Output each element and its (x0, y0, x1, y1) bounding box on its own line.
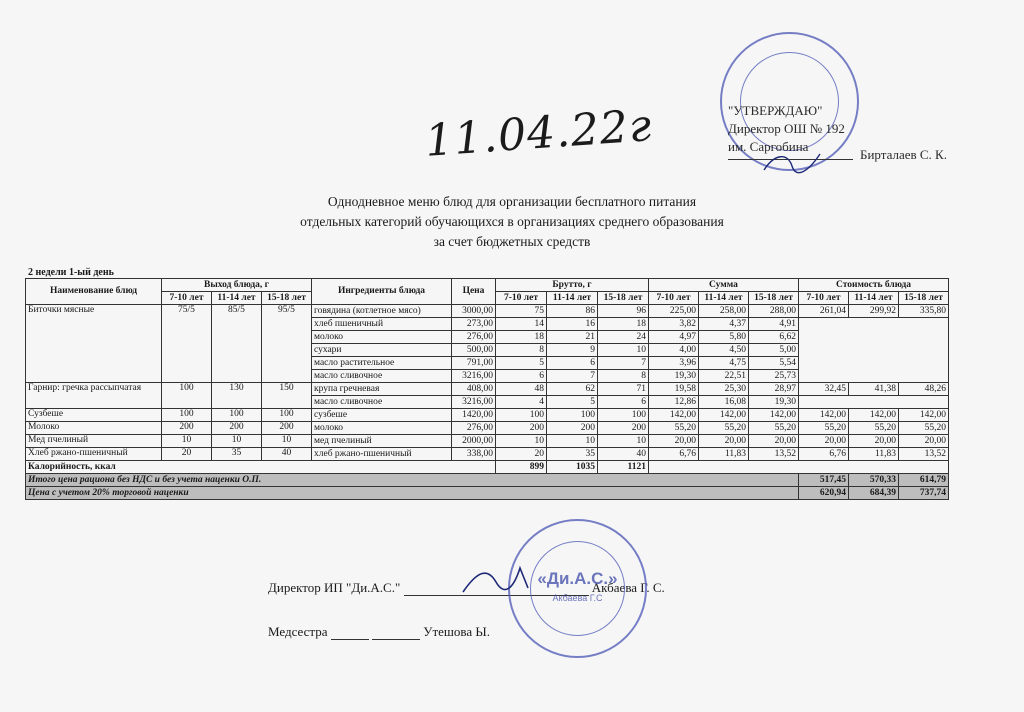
ingredient-sum: 19,58 (649, 383, 699, 396)
ingredient-name: хлеб пшеничный (312, 318, 452, 331)
dish-cost: 41,38 (849, 383, 899, 396)
week-day-label: 2 недели 1-ый день (28, 267, 114, 278)
dish-name: Хлеб ржано-пшеничный (26, 448, 162, 461)
ingredient-sum: 142,00 (749, 409, 799, 422)
ingredient-name: мед пчелиный (312, 435, 452, 448)
dish-output: 200 (212, 422, 262, 435)
ingredient-name: сузбеше (312, 409, 452, 422)
dish-output: 10 (262, 435, 312, 448)
dish-output: 100 (212, 409, 262, 422)
total-markup-label: Цена с учетом 20% торговой наценки (26, 487, 799, 500)
ingredient-brutto: 8 (496, 344, 547, 357)
ingredient-brutto: 100 (496, 409, 547, 422)
ingredient-sum: 12,86 (649, 396, 699, 409)
ingredient-brutto: 18 (496, 331, 547, 344)
ingredient-brutto: 7 (598, 357, 649, 370)
ingredient-brutto: 200 (547, 422, 598, 435)
ingredient-sum: 25,73 (749, 370, 799, 383)
ingredient-sum: 225,00 (649, 305, 699, 318)
dish-cost: 142,00 (849, 409, 899, 422)
dish-cost: 48,26 (899, 383, 949, 396)
ingredient-sum: 19,30 (649, 370, 699, 383)
dish-cost: 299,92 (849, 305, 899, 318)
header-brutto-age-7-10: 7-10 лет (496, 292, 547, 305)
ingredient-brutto: 24 (598, 331, 649, 344)
dish-cost: 6,76 (799, 448, 849, 461)
ingredient-brutto: 10 (547, 435, 598, 448)
ingredient-name: сухари (312, 344, 452, 357)
dish-cost: 335,80 (899, 305, 949, 318)
ingredient-brutto: 96 (598, 305, 649, 318)
header-cost: Стоимость блюда (799, 279, 949, 292)
ingredient-brutto: 14 (496, 318, 547, 331)
ingredient-name: хлеб ржано-пшеничный (312, 448, 452, 461)
ingredient-brutto: 9 (547, 344, 598, 357)
approval-heading: "УТВЕРЖДАЮ" (728, 103, 823, 118)
ingredient-price: 3000,00 (452, 305, 496, 318)
ingredient-brutto: 7 (547, 370, 598, 383)
ingredient-brutto: 21 (547, 331, 598, 344)
document-title (0, 192, 1024, 252)
ingredient-sum: 55,20 (749, 422, 799, 435)
dish-cost: 32,45 (799, 383, 849, 396)
ingredient-sum: 55,20 (699, 422, 749, 435)
company-seal-name: «Ди.А.С.» (537, 569, 618, 588)
total-markup-15-18: 737,74 (899, 487, 949, 500)
dish-cost: 20,00 (899, 435, 949, 448)
ingredient-brutto: 5 (547, 396, 598, 409)
header-cost-age-7-10: 7-10 лет (799, 292, 849, 305)
table-row (26, 448, 949, 461)
ingredient-price: 500,00 (452, 344, 496, 357)
header-sum-age-7-10: 7-10 лет (649, 292, 699, 305)
dish-output: 10 (212, 435, 262, 448)
dish-cost: 142,00 (799, 409, 849, 422)
total-markup-11-14: 684,39 (849, 487, 899, 500)
approval-signature-scribble (760, 148, 830, 176)
ingredient-sum: 11,83 (699, 448, 749, 461)
dish-output: 100 (162, 383, 212, 409)
nurse-signature-line-2 (372, 639, 420, 640)
ingredient-sum: 142,00 (649, 409, 699, 422)
ingredient-price: 408,00 (452, 383, 496, 396)
ingredient-brutto: 35 (547, 448, 598, 461)
ingredient-sum: 20,00 (749, 435, 799, 448)
ingredient-name: молоко (312, 331, 452, 344)
ingredient-sum: 3,82 (649, 318, 699, 331)
dish-output: 200 (162, 422, 212, 435)
ingredient-sum: 6,62 (749, 331, 799, 344)
ingredient-brutto: 200 (496, 422, 547, 435)
ingredient-sum: 20,00 (699, 435, 749, 448)
calories-label: Калорийность, ккал (26, 461, 496, 474)
ingredient-price: 1420,00 (452, 409, 496, 422)
dish-output: 200 (262, 422, 312, 435)
dish-output: 100 (162, 409, 212, 422)
ingredient-brutto: 18 (598, 318, 649, 331)
header-price: Цена (452, 279, 496, 305)
dish-output: 75/5 (162, 305, 212, 383)
ingredient-sum: 20,00 (649, 435, 699, 448)
header-output-age-7-10: 7-10 лет (162, 292, 212, 305)
ingredient-sum: 4,91 (749, 318, 799, 331)
ingredient-brutto: 62 (547, 383, 598, 396)
ingredient-brutto: 5 (496, 357, 547, 370)
company-seal-owner: Акбаева Г.С (552, 593, 603, 603)
dish-cost: 142,00 (899, 409, 949, 422)
title-line-2: отдельных категорий обучающихся в организациях среднего образования (300, 214, 724, 229)
dish-cost: 55,20 (799, 422, 849, 435)
dish-output: 95/5 (262, 305, 312, 383)
ingredient-brutto: 86 (547, 305, 598, 318)
total-no-vat-label: Итого цена рациона без НДС и без учета наценки О.П. (26, 474, 799, 487)
total-markup-7-10: 620,94 (799, 487, 849, 500)
table-row (26, 305, 949, 318)
ingredient-brutto: 71 (598, 383, 649, 396)
dish-output: 35 (212, 448, 262, 461)
dish-cost: 55,20 (849, 422, 899, 435)
header-output-age-15-18: 15-18 лет (262, 292, 312, 305)
header-output: Выход блюда, г (162, 279, 312, 292)
ingredient-sum: 13,52 (749, 448, 799, 461)
ingredient-sum: 4,50 (699, 344, 749, 357)
ingredient-sum: 288,00 (749, 305, 799, 318)
ingredient-sum: 5,54 (749, 357, 799, 370)
header-ingredients: Ингредиенты блюда (312, 279, 452, 305)
dish-output: 10 (162, 435, 212, 448)
table-row (26, 383, 949, 396)
ingredient-price: 276,00 (452, 331, 496, 344)
ingredient-sum: 5,80 (699, 331, 749, 344)
director-signature-scribble (458, 560, 538, 600)
calories-15-18: 1121 (598, 461, 649, 474)
ingredient-brutto: 16 (547, 318, 598, 331)
dish-cost: 13,52 (899, 448, 949, 461)
dish-output: 40 (262, 448, 312, 461)
total-no-vat-15-18: 614,79 (899, 474, 949, 487)
table-row (26, 435, 949, 448)
ingredient-price: 2000,00 (452, 435, 496, 448)
nurse-signature (268, 624, 490, 640)
nurse-label: Медсестра (268, 624, 328, 639)
approval-signer: Бирталаев С. К. (860, 147, 947, 162)
ingredient-sum: 28,97 (749, 383, 799, 396)
ingredient-sum: 55,20 (649, 422, 699, 435)
ingredient-name: молоко (312, 422, 452, 435)
header-sum: Сумма (649, 279, 799, 292)
ingredient-brutto: 48 (496, 383, 547, 396)
approval-position: Директор ОШ № 192 (728, 121, 845, 136)
header-dish-name: Наименование блюд (26, 279, 162, 305)
ingredient-brutto: 10 (598, 344, 649, 357)
dish-name: Сузбеше (26, 409, 162, 422)
ingredient-sum: 4,97 (649, 331, 699, 344)
header-sum-age-11-14: 11-14 лет (699, 292, 749, 305)
total-no-vat-7-10: 517,45 (799, 474, 849, 487)
ingredient-brutto: 10 (598, 435, 649, 448)
title-line-1: Однодневное меню блюд для организации бесплатного питания (327, 194, 697, 209)
dish-name: Мед пчелиный (26, 435, 162, 448)
dish-output: 20 (162, 448, 212, 461)
ingredient-brutto: 10 (496, 435, 547, 448)
dish-cost-empty (799, 318, 949, 383)
table-row (26, 409, 949, 422)
header-cost-age-15-18: 15-18 лет (899, 292, 949, 305)
header-cost-age-11-14: 11-14 лет (849, 292, 899, 305)
dish-output: 85/5 (212, 305, 262, 383)
total-no-vat-11-14: 570,33 (849, 474, 899, 487)
ingredient-price: 791,00 (452, 357, 496, 370)
ingredient-brutto: 6 (496, 370, 547, 383)
approval-school: им. Саргобина (728, 139, 809, 154)
header-brutto-age-15-18: 15-18 лет (598, 292, 649, 305)
ingredient-sum: 25,30 (699, 383, 749, 396)
header-output-age-11-14: 11-14 лет (212, 292, 262, 305)
total-markup-row (26, 487, 949, 500)
ingredient-sum: 3,96 (649, 357, 699, 370)
ingredient-brutto: 8 (598, 370, 649, 383)
ingredient-sum: 4,37 (699, 318, 749, 331)
ingredient-price: 3216,00 (452, 396, 496, 409)
header-brutto-age-11-14: 11-14 лет (547, 292, 598, 305)
ingredient-brutto: 6 (547, 357, 598, 370)
calories-11-14: 1035 (547, 461, 598, 474)
ingredient-brutto: 6 (598, 396, 649, 409)
ingredient-price: 3216,00 (452, 370, 496, 383)
ingredient-name: крупа гречневая (312, 383, 452, 396)
calories-7-10: 899 (496, 461, 547, 474)
dish-cost: 20,00 (799, 435, 849, 448)
ingredient-name: говядина (котлетное мясо) (312, 305, 452, 318)
dish-cost-empty (799, 396, 949, 409)
header-brutto: Брутто, г (496, 279, 649, 292)
ingredient-sum: 22,51 (699, 370, 749, 383)
ingredient-sum: 19,30 (749, 396, 799, 409)
handwritten-date: 11.04.22г (423, 100, 654, 167)
ingredient-sum: 142,00 (699, 409, 749, 422)
nurse-name: Утешова Ы. (423, 624, 491, 639)
calories-row (26, 461, 949, 474)
ingredient-name: масло сливочное (312, 370, 452, 383)
nurse-signature-line-1 (331, 639, 369, 640)
ingredient-sum: 16,08 (699, 396, 749, 409)
dish-name: Гарнир: гречка рассыпчатая (26, 383, 162, 409)
table-row (26, 422, 949, 435)
ingredient-price: 273,00 (452, 318, 496, 331)
menu-body (26, 305, 949, 461)
dish-output: 150 (262, 383, 312, 409)
ingredient-sum: 4,75 (699, 357, 749, 370)
ingredient-name: масло растительное (312, 357, 452, 370)
ingredient-sum: 6,76 (649, 448, 699, 461)
dish-output: 130 (212, 383, 262, 409)
dish-output: 100 (262, 409, 312, 422)
dish-cost: 55,20 (899, 422, 949, 435)
director-name: Акбаева Г. С. (591, 580, 665, 595)
ingredient-brutto: 40 (598, 448, 649, 461)
ingredient-price: 276,00 (452, 422, 496, 435)
menu-table (25, 278, 949, 500)
ingredient-brutto: 200 (598, 422, 649, 435)
director-label: Директор ИП "Ди.А.С." (268, 580, 401, 595)
ingredient-brutto: 4 (496, 396, 547, 409)
ingredient-brutto: 100 (598, 409, 649, 422)
ingredient-brutto: 75 (496, 305, 547, 318)
dish-cost: 20,00 (849, 435, 899, 448)
total-no-vat-row (26, 474, 949, 487)
ingredient-sum: 258,00 (699, 305, 749, 318)
dish-cost: 261,04 (799, 305, 849, 318)
dish-name: Молоко (26, 422, 162, 435)
dish-cost: 11,83 (849, 448, 899, 461)
dish-name: Биточки мясные (26, 305, 162, 383)
title-line-3: за счет бюджетных средств (433, 234, 591, 249)
ingredient-price: 338,00 (452, 448, 496, 461)
header-sum-age-15-18: 15-18 лет (749, 292, 799, 305)
ingredient-sum: 4,00 (649, 344, 699, 357)
ingredient-brutto: 20 (496, 448, 547, 461)
ingredient-sum: 5,00 (749, 344, 799, 357)
ingredient-name: масло сливочное (312, 396, 452, 409)
ingredient-brutto: 100 (547, 409, 598, 422)
